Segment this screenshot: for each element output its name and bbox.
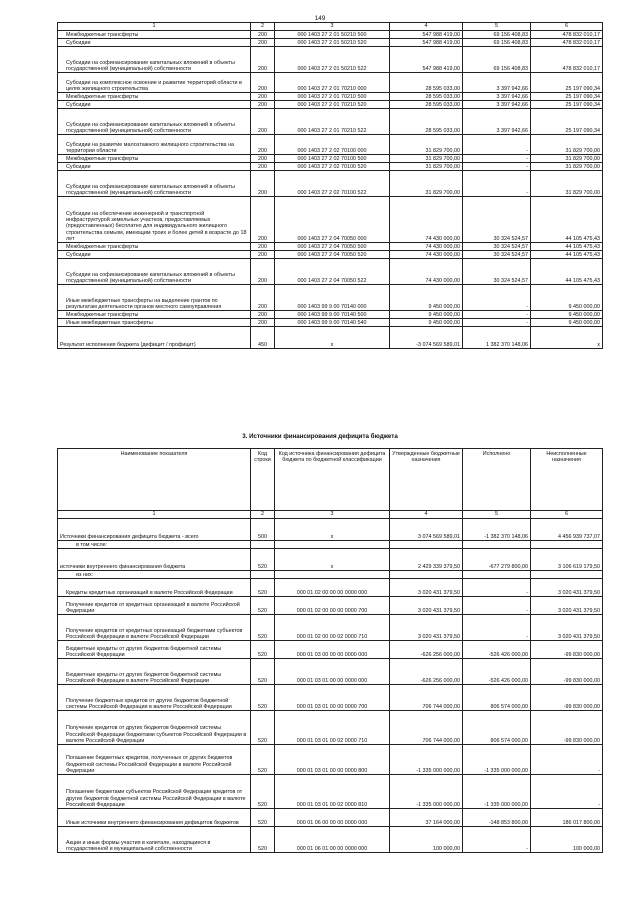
executed-amount: 3 397 942,66	[463, 93, 531, 101]
approved-amount: 28 595 033,00	[390, 109, 463, 135]
table-row	[58, 251, 603, 259]
unexecuted-amount: 478 832 010,17	[531, 31, 603, 39]
approved-amount: 547 988 419,00	[390, 31, 463, 39]
unexecuted-amount: 25 197 090,34	[531, 73, 603, 93]
approved-amount: 3 020 431 379,50	[390, 615, 463, 641]
line-code: 200	[251, 319, 275, 327]
unexecuted-amount: 31 829 700,00	[531, 163, 603, 171]
budget-code: 000 1403 27 2 01 50210 522	[275, 47, 390, 73]
approved-amount: 547 988 419,00	[390, 39, 463, 47]
indicator-name: Межбюджетные трансферты	[58, 311, 251, 319]
budget-code: x	[275, 549, 390, 571]
executed-amount: -148 853 800,00	[463, 809, 531, 827]
budget-code	[275, 571, 390, 579]
approved-amount	[390, 571, 463, 579]
col-number: 2	[251, 23, 275, 31]
budget-code: 000 1403 27 2 01 70210 522	[275, 109, 390, 135]
executed-amount: -526 426 000,00	[463, 641, 531, 659]
executed-amount: -	[463, 827, 531, 853]
table-row	[58, 519, 603, 541]
indicator-name: Субсидии на комплексное освоение и развитие территорий области в целях жилищного строительства	[58, 73, 251, 93]
unexecuted-amount: 3 020 431 379,50	[531, 579, 603, 597]
budget-code: 000 1403 27 2 01 50210 500	[275, 31, 390, 39]
table-row	[58, 597, 603, 615]
approved-amount: 28 595 033,00	[390, 101, 463, 109]
unexecuted-amount: 3 020 431 379,50	[531, 615, 603, 641]
line-code: 520	[251, 579, 275, 597]
line-code: 200	[251, 109, 275, 135]
executed-amount: -	[463, 171, 531, 197]
header-executed: Исполнено	[463, 449, 531, 511]
indicator-name: Бюджетные кредиты от других бюджетов бюджетной системы Российской Федерации в валюте Российской Федерации	[58, 659, 251, 685]
table-row	[58, 685, 603, 711]
budget-code: 000 01 02 00 00 00 0000 700	[275, 597, 390, 615]
executed-amount: 30 324 524,57	[463, 251, 531, 259]
budget-code	[275, 541, 390, 549]
approved-amount: 31 829 700,00	[390, 171, 463, 197]
budget-code: 000 01 03 01 00 00 0000 700	[275, 685, 390, 711]
unexecuted-amount: 3 106 619 179,50	[531, 549, 603, 571]
budget-code: 000 01 03 01 00 02 0000 710	[275, 711, 390, 745]
executed-amount: -	[463, 155, 531, 163]
executed-amount: 69 156 408,83	[463, 31, 531, 39]
executed-amount: -	[463, 579, 531, 597]
budget-code: 000 1403 99 9 00 70140 500	[275, 311, 390, 319]
approved-amount: -1 335 000 000,00	[390, 775, 463, 809]
indicator-name: Получение бюджетных кредитов от других бюджетов бюджетной системы Российской Федерации в валюте Российской Федерации	[58, 685, 251, 711]
executed-amount: -	[463, 597, 531, 615]
table-row	[58, 243, 603, 251]
approved-amount: 9 450 000,00	[390, 285, 463, 311]
executed-amount: 806 574 000,00	[463, 711, 531, 745]
table-row	[58, 319, 603, 327]
executed-amount: 69 156 408,83	[463, 39, 531, 47]
executed-amount: -1 335 000 000,00	[463, 745, 531, 775]
approved-amount: 3 074 569 589,01	[390, 519, 463, 541]
col-number: 6	[531, 511, 603, 519]
col-number: 3	[275, 23, 390, 31]
table-row	[58, 571, 603, 579]
indicator-name: Акции и иные формы участия в капитале, находящиеся в государственной и муниципальной собственности	[58, 827, 251, 853]
section-title: 3. Источники финансирования дефицита бюджета	[242, 433, 398, 440]
indicator-name: Субсидии на софинансирование капитальных вложений в объекты государственной (муниципальной) собственности	[58, 259, 251, 285]
expenses-table-continuation	[57, 22, 603, 349]
approved-amount: 3 020 431 379,50	[390, 579, 463, 597]
executed-amount: -	[463, 319, 531, 327]
indicator-name: Результат исполнения бюджета (дефицит / профицит)	[58, 327, 251, 349]
table-row	[58, 809, 603, 827]
table-row	[58, 109, 603, 135]
line-code: 520	[251, 775, 275, 809]
table-row	[58, 171, 603, 197]
executed-amount: -526 426 000,00	[463, 659, 531, 685]
line-code: 450	[251, 327, 275, 349]
table-row	[58, 579, 603, 597]
table-row	[58, 155, 603, 163]
line-code: 520	[251, 745, 275, 775]
col-number: 1	[58, 23, 251, 31]
budget-code: 000 01 06 01 00 00 0000 000	[275, 827, 390, 853]
indicator-name: Субсидии	[58, 39, 251, 47]
executed-amount: -	[463, 615, 531, 641]
budget-code: 000 01 03 00 00 00 0000 000	[275, 641, 390, 659]
table-row	[58, 73, 603, 93]
executed-amount	[463, 571, 531, 579]
budget-code: 000 1403 27 2 02 70100 500	[275, 155, 390, 163]
approved-amount: 28 595 033,00	[390, 73, 463, 93]
unexecuted-amount: 3 020 431 379,50	[531, 597, 603, 615]
budget-code: 000 1403 99 9 00 70140 000	[275, 285, 390, 311]
indicator-name: Межбюджетные трансферты	[58, 243, 251, 251]
column-number-row	[58, 511, 603, 519]
approved-amount: 74 430 000,00	[390, 243, 463, 251]
budget-code: 000 1403 99 9 00 70140 540	[275, 319, 390, 327]
approved-amount: 31 829 700,00	[390, 135, 463, 155]
unexecuted-amount: 31 829 700,00	[531, 155, 603, 163]
line-code: 520	[251, 641, 275, 659]
budget-code: 000 1403 27 2 02 70100 520	[275, 163, 390, 171]
unexecuted-amount: 9 450 000,00	[531, 285, 603, 311]
executed-amount: -	[463, 285, 531, 311]
line-code: 200	[251, 135, 275, 155]
unexecuted-amount: 44 105 475,43	[531, 259, 603, 285]
col-number: 4	[390, 23, 463, 31]
table-row	[58, 615, 603, 641]
line-code: 520	[251, 685, 275, 711]
line-code: 520	[251, 827, 275, 853]
col-number: 1	[58, 511, 251, 519]
unexecuted-amount: 25 197 090,34	[531, 93, 603, 101]
executed-amount: 3 397 942,66	[463, 109, 531, 135]
table-row	[58, 93, 603, 101]
budget-code: 000 1403 27 2 01 70210 520	[275, 101, 390, 109]
line-code: 520	[251, 597, 275, 615]
budget-code: 000 01 03 01 00 02 0000 810	[275, 775, 390, 809]
budget-code: x	[275, 519, 390, 541]
indicator-name: Иные межбюджетные трансферты	[58, 319, 251, 327]
executed-amount: 3 397 942,66	[463, 73, 531, 93]
unexecuted-amount: 478 832 010,17	[531, 39, 603, 47]
table-row	[58, 541, 603, 549]
line-code: 200	[251, 101, 275, 109]
indicator-name: из них:	[58, 571, 251, 579]
approved-amount: 2 429 339 379,50	[390, 549, 463, 571]
approved-amount: -3 074 569 589,01	[390, 327, 463, 349]
indicator-name: Субсидии	[58, 251, 251, 259]
line-code: 200	[251, 39, 275, 47]
unexecuted-amount: 478 832 010,17	[531, 47, 603, 73]
header-line-code: Код строки	[251, 449, 275, 511]
col-number: 6	[531, 23, 603, 31]
unexecuted-amount: -99 830 000,00	[531, 659, 603, 685]
executed-amount: -677 279 800,00	[463, 549, 531, 571]
table-row	[58, 39, 603, 47]
executed-amount: -	[463, 311, 531, 319]
unexecuted-amount: 100 000,00	[531, 827, 603, 853]
budget-code: 000 1403 27 2 01 70210 500	[275, 93, 390, 101]
approved-amount: 31 829 700,00	[390, 163, 463, 171]
page-number: 149	[314, 15, 326, 22]
approved-amount	[390, 541, 463, 549]
unexecuted-amount	[531, 541, 603, 549]
unexecuted-amount: 44 105 475,43	[531, 251, 603, 259]
executed-amount: 806 574 000,00	[463, 685, 531, 711]
budget-code: 000 1403 27 2 01 70210 000	[275, 73, 390, 93]
budget-code: 000 01 02 00 00 02 0000 710	[275, 615, 390, 641]
approved-amount: 3 020 431 379,50	[390, 597, 463, 615]
table-row	[58, 311, 603, 319]
indicator-name: Субсидии на софинансирование капитальных вложений в объекты государственной (муниципальной) собственности	[58, 171, 251, 197]
indicator-name: Субсидии на развитие малоэтажного жилищного строительства на территории области	[58, 135, 251, 155]
line-code: 520	[251, 659, 275, 685]
line-code: 200	[251, 93, 275, 101]
approved-amount: 706 744 000,00	[390, 711, 463, 745]
line-code: 200	[251, 259, 275, 285]
budget-code: 000 01 06 00 00 00 0000 000	[275, 809, 390, 827]
approved-amount: 74 430 000,00	[390, 197, 463, 243]
table-row	[58, 549, 603, 571]
col-number: 3	[275, 511, 390, 519]
executed-amount: 30 324 524,57	[463, 259, 531, 285]
header-source-code: Код источника финансирования дефицита бюджета по бюджетной классификации	[275, 449, 390, 511]
budget-code: 000 1403 27 2 04 70050 522	[275, 259, 390, 285]
approved-amount: 100 000,00	[390, 827, 463, 853]
budget-code: 000 01 03 01 00 00 0000 000	[275, 659, 390, 685]
indicator-name: Кредиты кредитных организаций в валюте Российской Федерации	[58, 579, 251, 597]
unexecuted-amount: 25 197 090,34	[531, 101, 603, 109]
unexecuted-amount: -99 830 000,00	[531, 641, 603, 659]
col-number: 2	[251, 511, 275, 519]
approved-amount: 9 450 000,00	[390, 319, 463, 327]
indicator-name: Субсидии на софинансирование капитальных вложений в объекты государственной (муниципальной) собственности	[58, 109, 251, 135]
indicator-name: в том числе:	[58, 541, 251, 549]
budget-code: 000 1403 27 2 04 70050 000	[275, 197, 390, 243]
line-code: 200	[251, 251, 275, 259]
approved-amount: 547 988 419,00	[390, 47, 463, 73]
col-number: 5	[463, 23, 531, 31]
unexecuted-amount: 4 456 939 737,07	[531, 519, 603, 541]
line-code: 200	[251, 47, 275, 73]
approved-amount: 706 744 000,00	[390, 685, 463, 711]
indicator-name: Межбюджетные трансферты	[58, 93, 251, 101]
approved-amount: -1 335 000 000,00	[390, 745, 463, 775]
executed-amount: -	[463, 135, 531, 155]
indicator-name: Получение кредитов от других бюджетов бюджетной системы Российской Федерации бюджетами субъектов Российской Федерации в валюте Российской Федерации	[58, 711, 251, 745]
budget-code: 000 1403 27 2 04 70050 520	[275, 251, 390, 259]
indicator-name: Субсидии на софинансирование капитальных вложений в объекты государственной (муниципальной) собственности	[58, 47, 251, 73]
approved-amount: 28 595 033,00	[390, 93, 463, 101]
indicator-name: Межбюджетные трансферты	[58, 31, 251, 39]
unexecuted-amount: -99 830 000,00	[531, 685, 603, 711]
line-code: 200	[251, 311, 275, 319]
table-row	[58, 711, 603, 745]
table-row	[58, 47, 603, 73]
table-row	[58, 659, 603, 685]
line-code: 520	[251, 809, 275, 827]
table-row	[58, 197, 603, 243]
budget-code: 000 1403 27 2 02 70100 000	[275, 135, 390, 155]
line-code: 520	[251, 549, 275, 571]
budget-code: 000 1403 27 2 01 50210 520	[275, 39, 390, 47]
unexecuted-amount: 31 829 700,00	[531, 171, 603, 197]
line-code: 200	[251, 163, 275, 171]
line-code: 200	[251, 171, 275, 197]
line-code: 200	[251, 285, 275, 311]
approved-amount: 31 829 700,00	[390, 155, 463, 163]
unexecuted-amount	[531, 571, 603, 579]
executed-amount: -1 335 000 000,00	[463, 775, 531, 809]
unexecuted-amount: 186 017 800,00	[531, 809, 603, 827]
indicator-name: Бюджетные кредиты от других бюджетов бюджетной системы Российской Федерации	[58, 641, 251, 659]
indicator-name: Межбюджетные трансферты	[58, 155, 251, 163]
line-code: 200	[251, 73, 275, 93]
column-number-row	[58, 23, 603, 31]
line-code	[251, 571, 275, 579]
table-row	[58, 135, 603, 155]
indicator-name: Иные межбюджетные трансферты на выделение грантов по результатам деятельности органов местного самоуправления	[58, 285, 251, 311]
executed-amount: 30 324 524,57	[463, 197, 531, 243]
executed-amount: -1 382 370 148,06	[463, 519, 531, 541]
table-row	[58, 259, 603, 285]
line-code: 500	[251, 519, 275, 541]
budget-code: x	[275, 327, 390, 349]
unexecuted-amount: -	[531, 745, 603, 775]
header-unexecuted: Неисполненные назначения	[531, 449, 603, 511]
table-row	[58, 827, 603, 853]
header-approved: Утвержденные бюджетные назначения	[390, 449, 463, 511]
col-number: 4	[390, 511, 463, 519]
budget-code: 000 1403 27 2 04 70050 500	[275, 243, 390, 251]
indicator-name: Погашение бюджетных кредитов, полученных от других бюджетов бюджетной системы Российской Федерации в валюте Российской Федерации	[58, 745, 251, 775]
budget-code: 000 1403 27 2 02 70100 522	[275, 171, 390, 197]
table-row	[58, 101, 603, 109]
line-code	[251, 541, 275, 549]
approved-amount: 9 450 000,00	[390, 311, 463, 319]
line-code: 520	[251, 615, 275, 641]
table-row	[58, 745, 603, 775]
line-code: 520	[251, 711, 275, 745]
unexecuted-amount: 31 829 700,00	[531, 135, 603, 155]
approved-amount: 37 164 000,00	[390, 809, 463, 827]
column-header-row	[58, 449, 603, 511]
executed-amount: 1 382 370 148,06	[463, 327, 531, 349]
line-code: 200	[251, 31, 275, 39]
table-row	[58, 31, 603, 39]
table-row	[58, 775, 603, 809]
unexecuted-amount: x	[531, 327, 603, 349]
indicator-name: Иные источники внутреннего финансирования дефицитов бюджетов	[58, 809, 251, 827]
approved-amount: 74 430 000,00	[390, 251, 463, 259]
line-code: 200	[251, 155, 275, 163]
line-code: 200	[251, 243, 275, 251]
table-row	[58, 327, 603, 349]
approved-amount: 74 430 000,00	[390, 259, 463, 285]
budget-code: 000 01 02 00 00 00 0000 000	[275, 579, 390, 597]
unexecuted-amount: -	[531, 775, 603, 809]
table-row	[58, 641, 603, 659]
unexecuted-amount: -99 830 000,00	[531, 711, 603, 745]
unexecuted-amount: 9 450 000,00	[531, 319, 603, 327]
approved-amount: -626 256 000,00	[390, 659, 463, 685]
executed-amount: 69 156 408,83	[463, 47, 531, 73]
indicator-name: Получение кредитов от кредитных организаций бюджетами субъектов Российской Федерации в валюте Российской Федерации	[58, 615, 251, 641]
approved-amount: -626 256 000,00	[390, 641, 463, 659]
line-code: 200	[251, 197, 275, 243]
indicator-name: Субсидии на обеспечение инженерной и транспортной инфраструктурой земельных участков, предоставляемых (предоставленных) бесплатно для индивидуального жилищного строительства семьям, имеющим троих и более детей в возрасте до 18 лет	[58, 197, 251, 243]
unexecuted-amount: 9 450 000,00	[531, 311, 603, 319]
table-row	[58, 285, 603, 311]
executed-amount: 30 324 524,57	[463, 243, 531, 251]
unexecuted-amount: 44 105 475,43	[531, 197, 603, 243]
table-row	[58, 163, 603, 171]
indicator-name: Субсидии	[58, 163, 251, 171]
header-indicator-name: Наименование показателя	[58, 449, 251, 511]
executed-amount	[463, 541, 531, 549]
indicator-name: Погашение бюджетами субъектов Российской Федерации кредитов от других бюджетов бюджетной системы Российской Федерации в валюте Российской Федерации	[58, 775, 251, 809]
budget-code: 000 01 03 01 00 00 0000 800	[275, 745, 390, 775]
unexecuted-amount: 25 197 090,34	[531, 109, 603, 135]
indicator-name: источники внутреннего финансирования бюджета	[58, 549, 251, 571]
indicator-name: Получение кредитов от кредитных организаций в валюте Российской Федерации	[58, 597, 251, 615]
deficit-financing-table	[57, 448, 603, 853]
unexecuted-amount: 44 105 475,43	[531, 243, 603, 251]
indicator-name: Субсидии	[58, 101, 251, 109]
executed-amount: 3 397 942,66	[463, 101, 531, 109]
col-number: 5	[463, 511, 531, 519]
executed-amount: -	[463, 163, 531, 171]
indicator-name: Источники финансирования дефицита бюджета - всего	[58, 519, 251, 541]
